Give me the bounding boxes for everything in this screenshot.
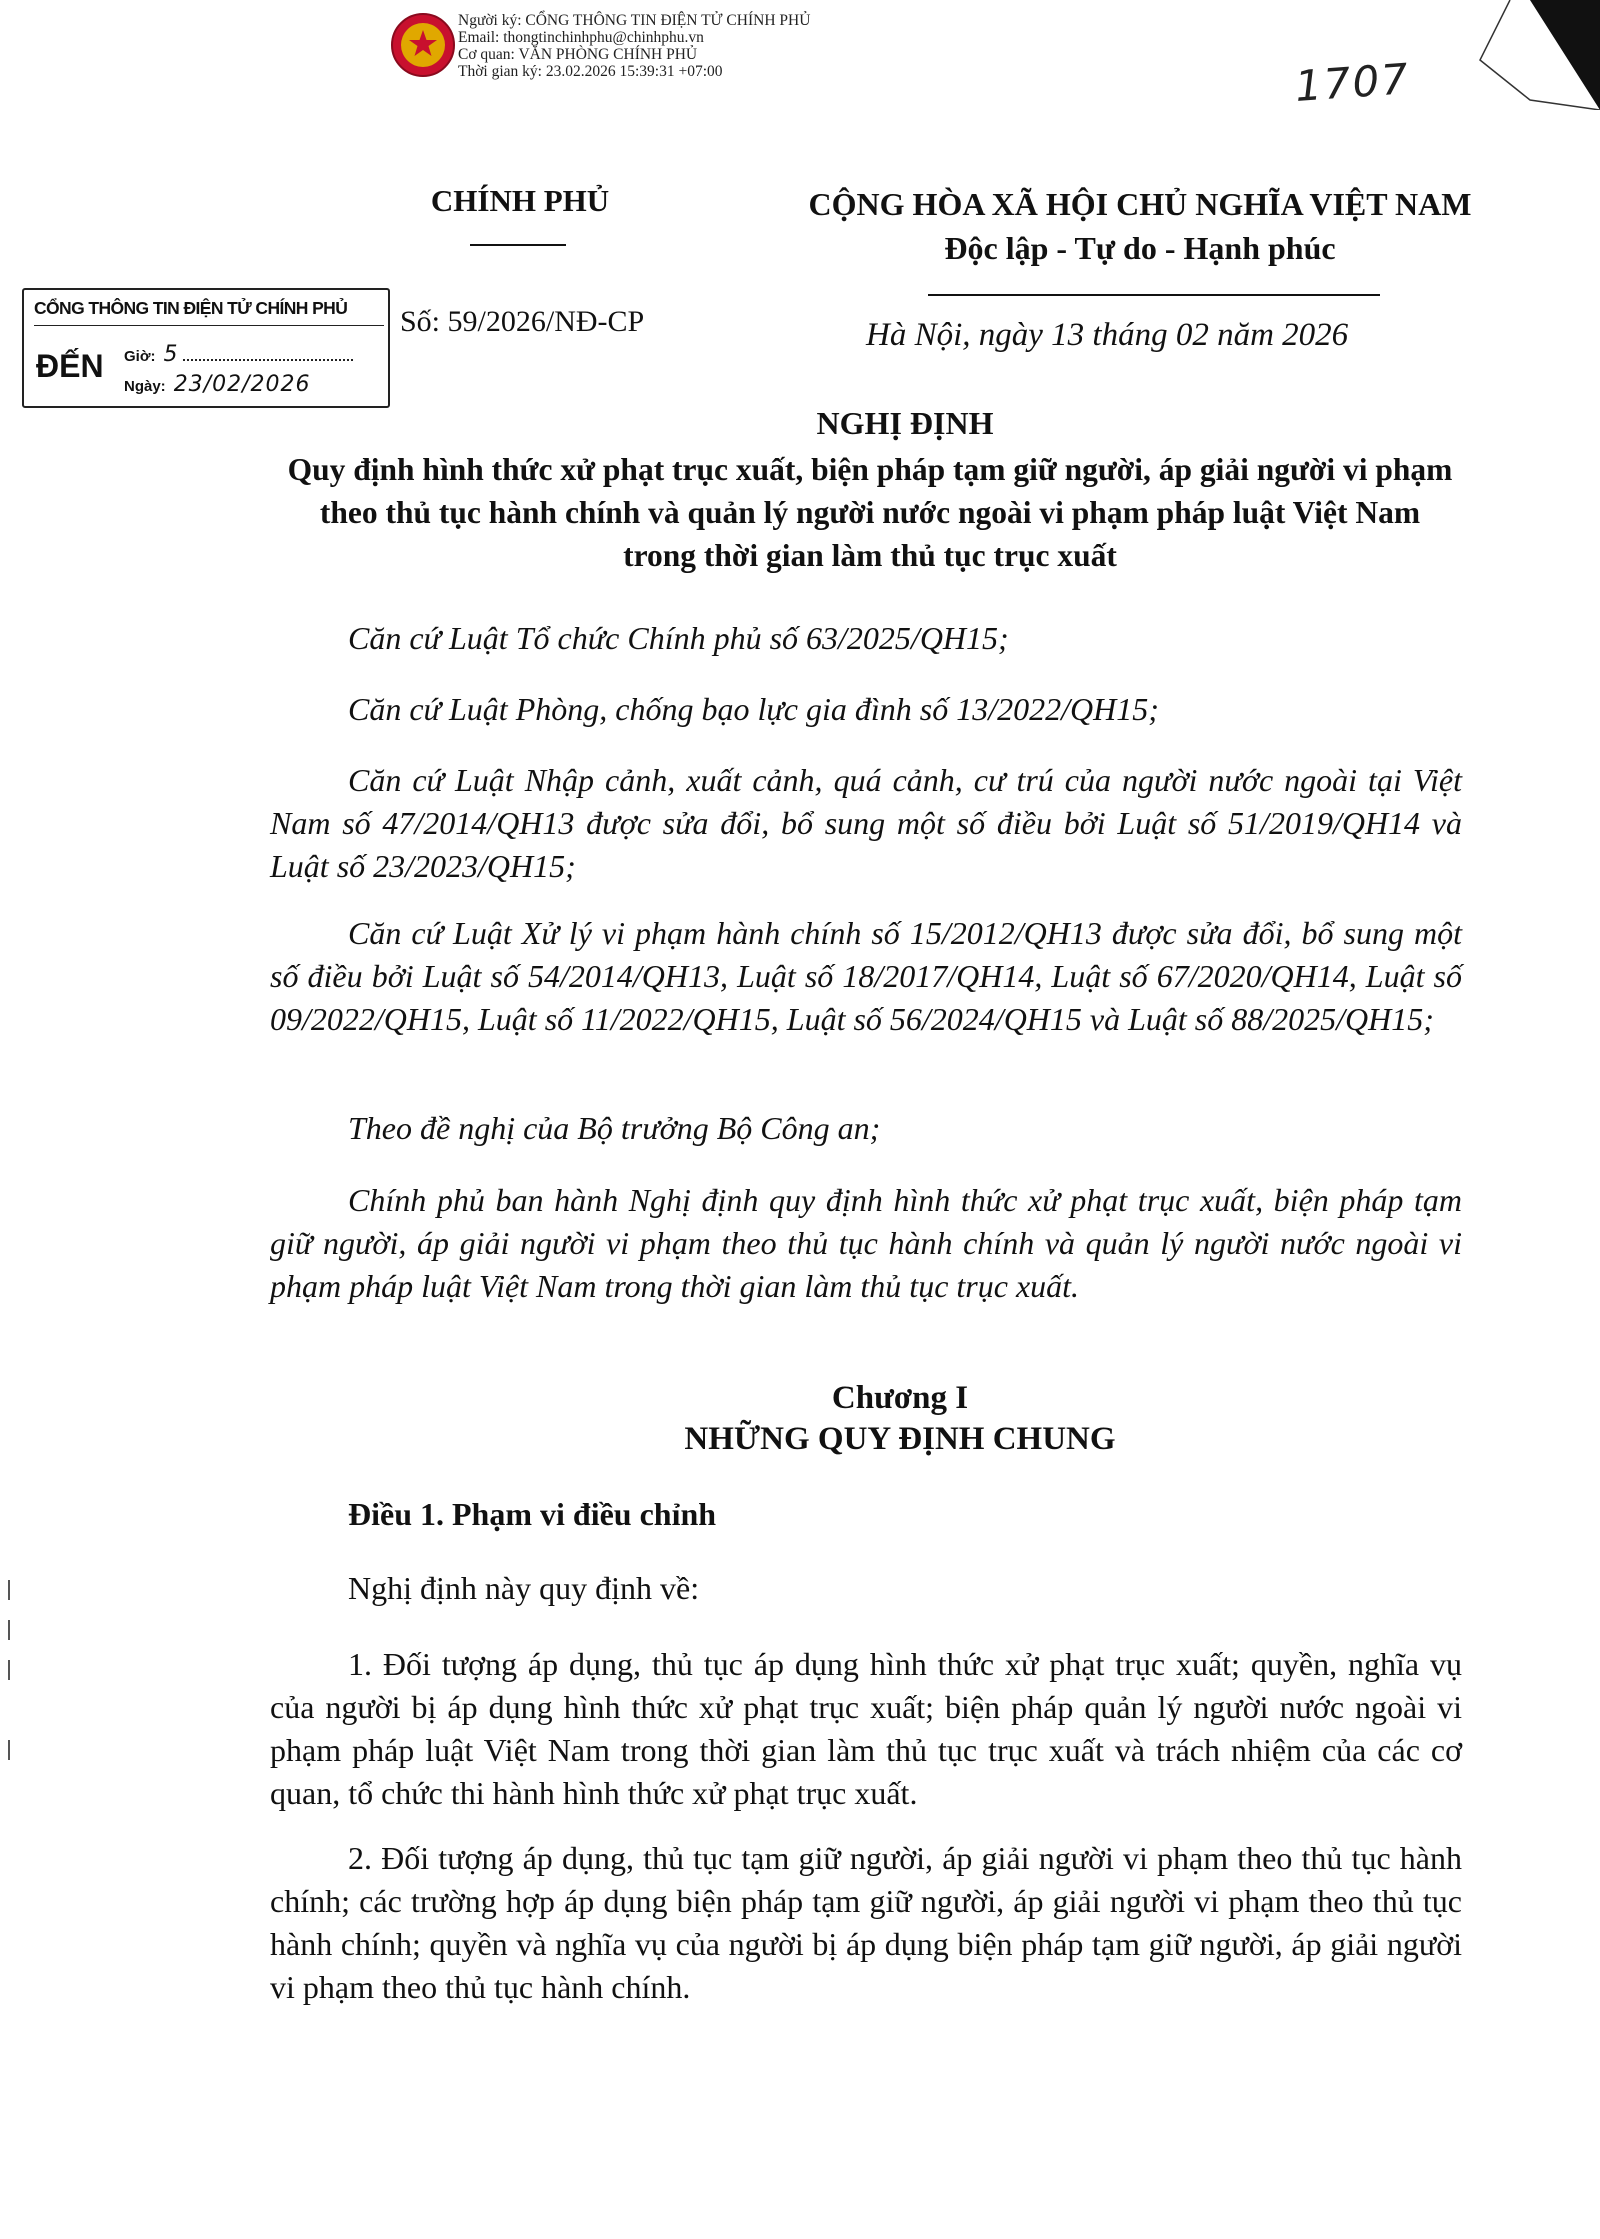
signature-time: Thời gian ký: 23.02.2026 15:39:31 +07:00: [458, 63, 723, 80]
article-clause: 2. Đối tượng áp dụng, thủ tục tạm giữ người, áp giải người vi phạm theo thủ tục hành chính; các trường hợp áp dụng biện pháp tạm giữ người, áp giải người vi phạm theo thủ tục hành chính; quyền và nghĩa vụ của người bị áp dụng biện pháp tạm giữ người, áp giải người vi phạm theo thủ tục hành chính.: [270, 1840, 1462, 2005]
signature-agency: Cơ quan: VĂN PHÒNG CHÍNH PHỦ: [458, 46, 698, 63]
digital-signature-block: [458, 12, 810, 80]
stamp-hour-label: Giờ:: [124, 348, 156, 365]
issuer-underline: [470, 244, 566, 246]
stamp-hour-value: 5: [163, 342, 179, 367]
document-title: NGHỊ ĐỊNH: [816, 405, 994, 441]
enactment-clause: Chính phủ ban hành Nghị định quy định hình thức xử phạt trục xuất, biện pháp tạm giữ người, áp giải người vi phạm theo thủ tục hành chính và quản lý người nước ngoài vi phạm pháp luật Việt Nam trong thời gian làm thủ tục trục xuất.: [270, 1182, 1462, 1304]
margin-mark: [8, 1740, 10, 1760]
margin-mark: [8, 1580, 10, 1600]
motto-underline: [928, 294, 1380, 296]
article-heading: Điều 1. Phạm vi điều chỉnh: [348, 1496, 717, 1532]
document-number: Số: 59/2026/NĐ-CP: [400, 305, 645, 338]
national-motto: Độc lập - Tự do - Hạnh phúc: [944, 230, 1336, 266]
national-emblem-icon: [390, 12, 456, 78]
chapter-name: NHỮNG QUY ĐỊNH CHUNG: [684, 1421, 1116, 1457]
preamble-item: Căn cứ Luật Tổ chức Chính phủ số 63/2025/QH15;: [348, 620, 1009, 656]
stamp-date-row: [124, 372, 311, 397]
preamble-item: Theo đề nghị của Bộ trưởng Bộ Công an;: [348, 1110, 881, 1146]
handwritten-number: 1707: [1293, 54, 1412, 111]
preamble-item: Căn cứ Luật Xử lý vi phạm hành chính số 15/2012/QH13 được sửa đổi, bổ sung một số điều bởi Luật số 54/2014/QH13, Luật số 18/2017/QH14, Luật số 67/2020/QH14, Luật số 09/2022/QH15, Luật số 11/2022/QH15, Luật số 56/2024/QH15 và Luật số 88/2025/QH15;: [270, 915, 1462, 1037]
preamble-item: Căn cứ Luật Nhập cảnh, xuất cảnh, quá cảnh, cư trú của người nước ngoài tại Việt Nam số 47/2014/QH13 được sửa đổi, bổ sung một số điều bởi Luật số 51/2019/QH14 và Luật số 23/2023/QH15;: [270, 762, 1462, 884]
stamp-dotted-line: [183, 359, 353, 361]
place-and-date: Hà Nội, ngày 13 tháng 02 năm 2026: [866, 317, 1349, 353]
chapter-number: Chương I: [831, 1380, 969, 1416]
article-intro: Nghị định này quy định về:: [348, 1570, 700, 1606]
issuer-name: CHÍNH PHỦ: [430, 183, 610, 218]
margin-mark: [8, 1660, 10, 1680]
preamble-item: Căn cứ Luật Phòng, chống bạo lực gia đình số 13/2022/QH15;: [348, 691, 1159, 727]
page-corner-fold-icon: [1470, 0, 1600, 110]
margin-mark: [8, 1620, 10, 1640]
stamp-hour-row: [124, 342, 353, 367]
stamp-date-label: Ngày:: [124, 378, 166, 395]
signature-email: Email: thongtinchinhphu@chinhphu.vn: [458, 29, 704, 46]
national-title: CỘNG HÒA XÃ HỘI CHỦ NGHĨA VIỆT NAM: [808, 186, 1472, 222]
article-clause: 1. Đối tượng áp dụng, thủ tục áp dụng hình thức xử phạt trục xuất; quyền, nghĩa vụ của người bị áp dụng hình thức xử phạt trục xuất; biện pháp quản lý người nước ngoài vi phạm pháp luật Việt Nam trong thời gian làm thủ tục trục xuất và trách nhiệm của các cơ quan, tổ chức thi hành hình thức xử phạt trục xuất.: [270, 1646, 1462, 1811]
stamp-received-label: ĐẾN: [36, 348, 104, 384]
document-subtitle: Quy định hình thức xử phạt trục xuất, biện pháp tạm giữ người, áp giải người vi phạm theo thủ tục hành chính và quản lý người nước ngoài vi phạm pháp luật Việt Nam trong thời gian làm thủ tục trục xuất: [287, 452, 1453, 573]
received-stamp: [22, 288, 390, 408]
stamp-office: CỔNG THÔNG TIN ĐIỆN TỬ CHÍNH PHỦ: [34, 298, 384, 326]
signature-signer: Người ký: CỔNG THÔNG TIN ĐIỆN TỬ CHÍNH PHỦ: [458, 12, 811, 29]
stamp-date-value: 23/02/2026: [173, 372, 311, 397]
